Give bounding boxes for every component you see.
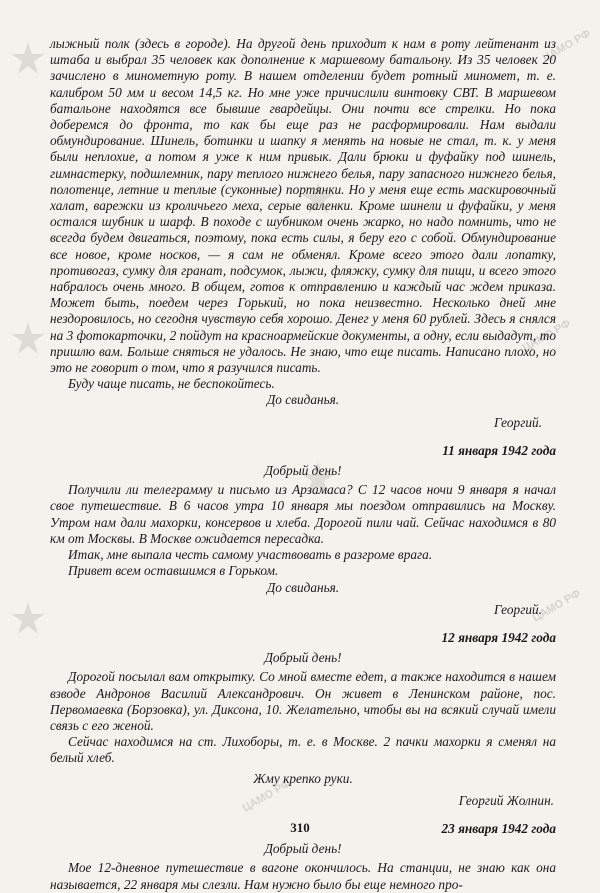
- watermark-text: ЦАМО РФ: [540, 27, 593, 65]
- watermark-star-icon: [10, 40, 46, 76]
- letter-closing: До свиданья.: [266, 579, 340, 595]
- letter-jan-11: [50, 443, 556, 618]
- letter-paragraph: Мое 12-дневное путешествие в вагоне окончилось. На станции, не знаю как она называется, 22 января мы слезли. Нам нужно было бы еще немного про-: [50, 860, 556, 892]
- letter-date: 11 января 1942 года: [442, 442, 556, 458]
- letter-paragraph: Получили ли телеграмму и письмо из Арзамаса? С 12 часов ночи 9 января я начал свое путешествие. В 6 часов утра 10 января мы поездом отправились на Москву. Утром нам дали махорки, консервов и хлеба. Дорогой пили чай. Сейчас находимся в 80 км от Москвы. В Москве ожидается пересадка.: [50, 482, 556, 546]
- letter-signature: Георгий Жолнин.: [458, 792, 554, 808]
- letter-closing: Жму крепко руки.: [253, 770, 353, 786]
- letter-date: 23 января 1942 года: [441, 820, 556, 836]
- page-number: 310: [290, 820, 310, 835]
- letter-greeting: Добрый день!: [264, 650, 342, 666]
- letter-greeting: Добрый день!: [264, 463, 342, 479]
- letter-paragraph: лыжный полк (здесь в городе). На другой день приходит к нам в роту лейтенант из штаба и выбрал 35 человек как дополнение к маршевому батальону. Из 35 человек 20 зачислено в минометную роту. В нашем отделении будет ротный миномет, т. е. калибром 50 мм и весом 14,5 кг. Но мне уже причислили винтовку СВТ. В маршевом батальоне находятся все бывшие гвардейцы. Они почти все стрелки. Но пока доберемся до фронта, то как бы еще раз не расформировали. Нам выдали обмундирование. Шинель, ботинки и шапку я менять на новые не стал, т. к. у меня были неплохие, а потом я уже к ним привык. Дали брюки и фуфайку под шинель, гимнастерку, подшлемник, пару теплого нижнего белья, пару запасного нижнего белья, полотенце, летние и теплые (суконные) портянки. Но у меня еще есть маскировочный халат, варежки из кроличьего меха, серые валенки. Кроме шинели и фуфайки, у меня остался шубник и шарф. В походе с шубником очень жарко, но надо помнить, что не всегда будем двигаться, поэтому, пока есть силы, я беру его с собой. Обмундирование все новое, кроме носков, — я сам не обменял. Кроме всего этого дали лопатку, противогаз, сумку для гранат, подсумок, лыжи, фляжку, сумку для пищи, и всего этого набралось очень много. В общем, готов к отправлению и каждый час ждем приказа. Может быть, поедем через Горький, но пока неизвестно. Несколько дней мне нездоровилось, но сегодня чувствую себя хорошо. Денег у меня 60 рублей. Здесь я снялся на 3 фотокарточки, 2 пойдут на красноармейские документы, а одну, если выдадут, то пришлю вам. Больше сняться не удалось. Не знаю, что еще писать. Написано плохо, но это не говорит о том, что я разучился писать.: [50, 36, 556, 376]
- watermark-text: ЦАМО РФ: [530, 587, 583, 625]
- letter-paragraph: Сейчас находимся на ст. Лихоборы, т. е. в Москве. 2 пачки махорки я сменял на белый хлеб.: [50, 734, 556, 766]
- letter-paragraph: Дорогой посылал вам открытку. Со мной вместе едет, а также находится в нашем взводе Андронов Василий Александрович. Он живет в Ленинском районе, пос. Первомаевка (Борзовка), ул. Диксона, 10. Желательно, чтобы вы на всякий случай имели связь с его женой.: [50, 669, 556, 733]
- letter-paragraph: Буду чаще писать, не беспокойтесь.: [68, 376, 275, 392]
- letter-signature: Георгий.: [494, 601, 542, 617]
- watermark-star-icon: [10, 600, 46, 636]
- letter-closing: До свиданья.: [266, 392, 340, 408]
- letter-greeting: Добрый день!: [264, 841, 342, 857]
- letter-continuation: [50, 36, 556, 431]
- watermark-text: ЦАМО РФ: [240, 777, 293, 815]
- letter-paragraph: Итак, мне выпала честь самому участвовать в разгроме врага.: [68, 547, 433, 563]
- document-page: [50, 36, 556, 893]
- letter-date: 12 января 1942 года: [441, 629, 556, 645]
- watermark-text: ЦАМО РФ: [520, 317, 573, 355]
- letter-signature: Георгий.: [494, 414, 542, 430]
- letter-jan-12: [50, 630, 556, 809]
- letter-paragraph: Привет всем оставшимся в Горьком.: [68, 563, 279, 579]
- watermark-star-icon: [10, 320, 46, 356]
